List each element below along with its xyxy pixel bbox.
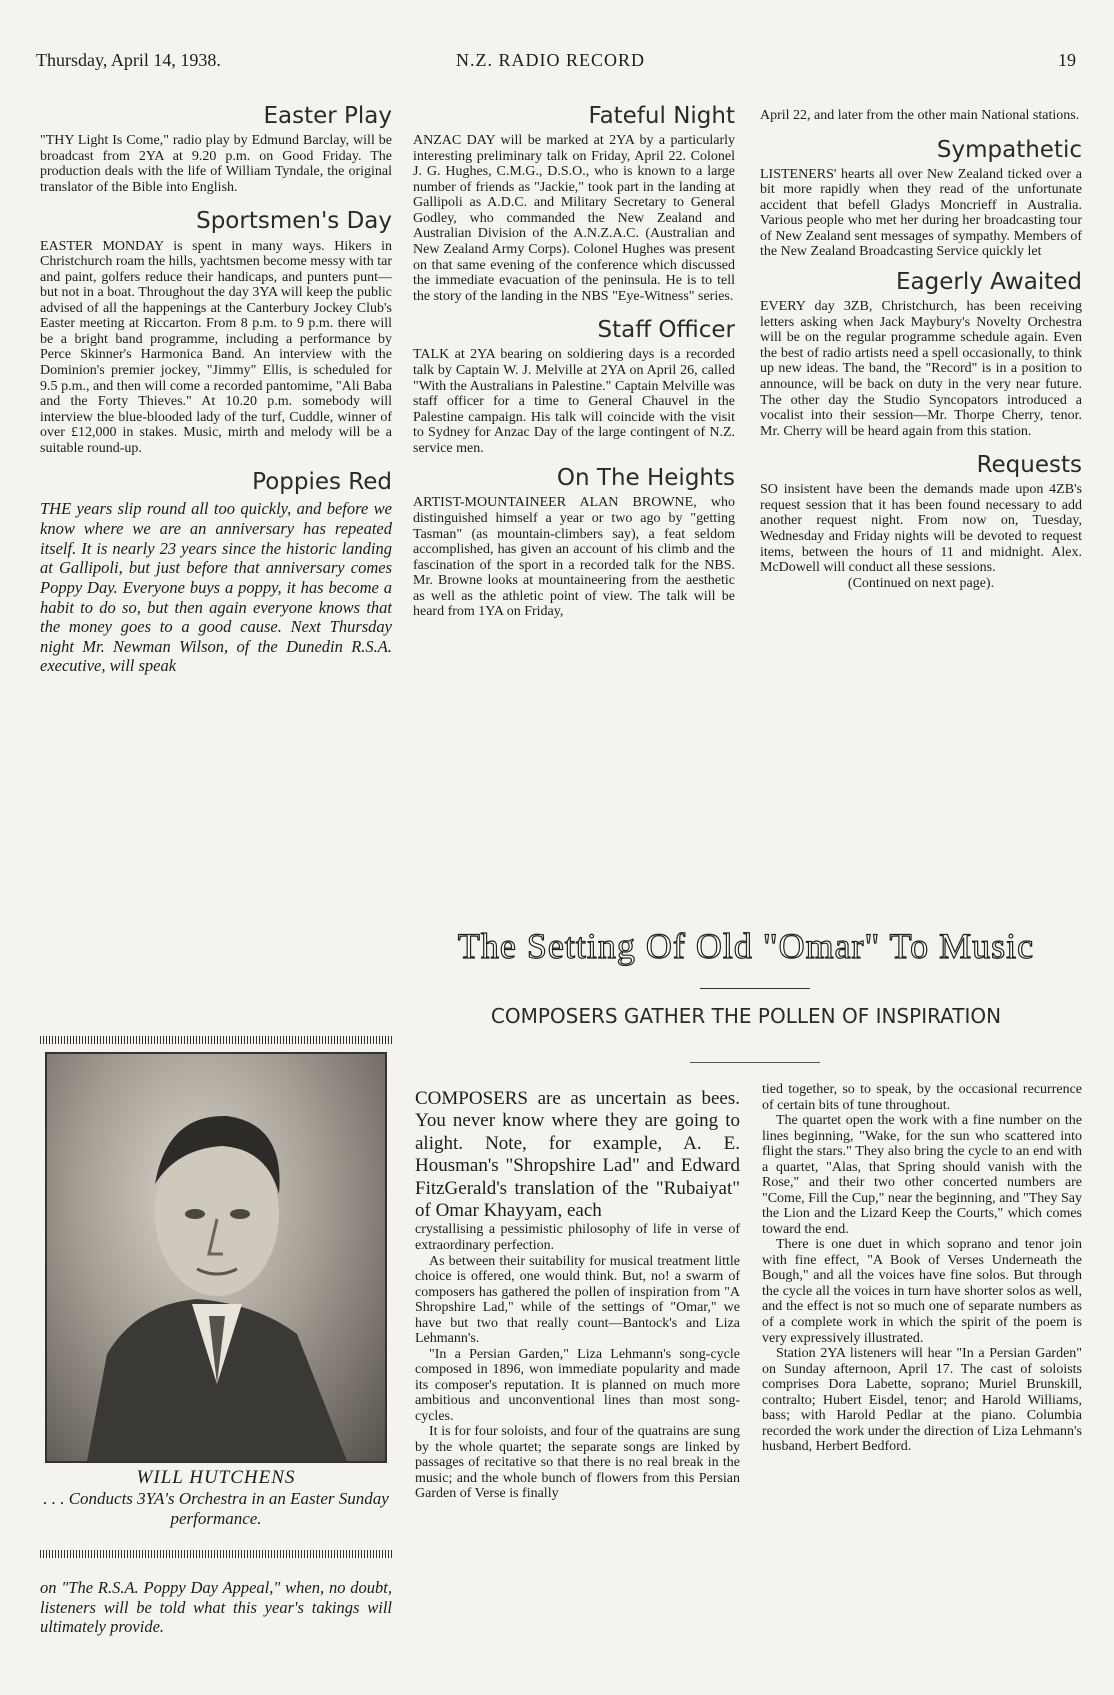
column-1-continued <box>40 1578 392 1637</box>
poppies-red-heading: Poppies Red <box>252 469 392 496</box>
photo-caption-name: WILL HUTCHENS <box>136 1467 296 1488</box>
page-header <box>36 50 1078 80</box>
poppies-red-continued: on "The R.S.A. Poppy Day Appeal," when, no doubt, listeners will be told what this year's takings will ultimately provide. <box>40 1578 392 1637</box>
photo-caption-description: . . . Conducts 3YA's Orchestra in an Easter Sunday performance. <box>43 1489 389 1529</box>
feature-column-right <box>762 1082 1082 1455</box>
feature-lead: COMPOSERS are as uncertain as bees. You never know where they are going to alight. Note, for example, A. E. Housman's "Shropshire Lad" and Edward FitzGerald's translation of the "Rubaiyat" of Omar Khayyam, each <box>415 1088 740 1222</box>
requests-heading: Requests <box>976 452 1082 479</box>
column-1 <box>40 104 392 676</box>
feature-paragraph: Station 2YA listeners will hear "In a Persian Garden" on Sunday afternoon, April 17. The cast of soloists comprises Dora Labette, soprano; Muriel Brunskill, contralto; Hubert Eisdel, tenor; and Harold Williams, bass; with Harold Pedlar at the piano. Columbia recorded the work under the direction of Liza Lehmann's husband, Herbert Bedford. <box>762 1346 1082 1455</box>
staff-officer-text: TALK at 2YA bearing on soldiering days is a recorded talk by Captain W. J. Melville at 2YA on April 26, called "With the Australians in Palestine." Captain Melville was staff officer for a time to General Chauvel in the Palestine campaign. His talk will coincide with the visit to Sydney for Anzac Day of the large contingent of N.Z. service men. <box>413 347 735 456</box>
fateful-night-heading: Fateful Night <box>588 103 735 129</box>
feature-paragraph: As between their suitability for musical treatment little choice is offered, one would think. But, no! a swarm of composers has gathered the pollen of inspiration from "A Shropshire Lad," while of the settings of "Omar," we have but two that really count—Bantock's and Liza Lehmann's. <box>415 1253 740 1347</box>
feature-rule <box>690 1062 820 1063</box>
on-the-heights-heading: On The Heights <box>556 465 735 492</box>
dotted-rule <box>40 1550 392 1558</box>
portrait-photo <box>45 1052 387 1463</box>
sportsmens-day-text: EASTER MONDAY is spent in many ways. Hikers in Christchurch roam the hills, yachtsmen become messy with tar and paint, golfers reduce their handicaps, and punters punt—but not in a boat. Throughout the day 3YA will keep the public advised of all the happenings at the Canterbury Jockey Club's Easter meeting at Riccarton. From 8 p.m. to 9 p.m. there will be a bright band programme, including a performance by Perce Skinner's Harmonica Band. An interview with the Dominion's premier jockey, "Jimmy" Ellis, is scheduled for 9.5 p.m., and then will come a recorded pantomime, "Ali Baba and the Forty Thieves." At 10.20 p.m. somebody will interview the blue-blooded lady of the turf, Cuddle, winner of over £12,000 in stakes. Music, mirth and melody will be a suitable round-up. <box>40 238 392 456</box>
dotted-rule <box>40 1036 392 1044</box>
easter-play-heading: Easter Play <box>263 103 392 129</box>
sympathetic-heading: Sympathetic <box>936 136 1082 163</box>
feature-paragraph: There is one duet in which soprano and tenor join with fine effect, "A Book of Verses Underneath the Bough," and all the voices have fine solos. But through the cycle all the voices in turn have shorter solos as well, and the effect is not so much one of separate numbers as of a complete work in which the spirit of the poem is very expressively illustrated. <box>762 1237 1082 1346</box>
feature-subtitle: COMPOSERS GATHER THE POLLEN OF INSPIRATION <box>490 1004 1002 1028</box>
page-number: 19 <box>1058 50 1076 70</box>
issue-date: Thursday, April 14, 1938. <box>36 50 221 70</box>
feature-paragraph: "In a Persian Garden," Liza Lehmann's song-cycle composed in 1896, won immediate popularity and made its composer's reputation. It is planned on much more ambitious and unconventional lines than most song-cycles. <box>415 1346 740 1424</box>
portrait-block <box>40 1036 392 1558</box>
sympathetic-text: LISTENERS' hearts all over New Zealand ticked over a bit more rapidly when they read of the unfortunate accident that befell Gladys Moncrieff in Australia. Various people who met her during her broadcasting tour of New Zealand sent messages of sympathy. Members of the New Zealand Broadcasting Service quickly let <box>760 166 1082 260</box>
portrait-illustration <box>47 1054 385 1461</box>
publication-name: N.Z. RADIO RECORD <box>456 50 646 70</box>
easter-play-text: "THY Light Is Come," radio play by Edmund Barclay, will be broadcast from 2YA at 9.20 p.m. on Good Friday. The production deals with the life of William Tyndale, the original translator of the Bible into English. <box>40 133 392 195</box>
eagerly-awaited-text: EVERY day 3ZB, Christchurch, has been receiving letters asking when Jack Maybury's Novelty Orchestra will be on the regular programme schedule again. Even the best of radio artists need a spell occasionally, to think up new ideas. The band, the "Record" is in a position to announce, will be back on duty in the very near future. The other day the Studio Syncopators introduced a vocalist into their session—Mr. Thorpe Cherry, tenor. Mr. Cherry will be heard again from this station. <box>760 299 1082 439</box>
continued-note: (Continued on next page). <box>847 575 995 591</box>
poppies-red-text: THE years slip round all too quickly, and before we know where we are an anniversary has repeated itself. It is nearly 23 years since the historic landing at Gallipoli, but just before that anniversary comes Poppy Day. Everyone buys a poppy, it has become a habit to do so, but then again everyone knows that the money goes to a good cause. Next Thursday night Mr. Newman Wilson, of the Dunedin R.S.A. executive, will speak <box>40 499 392 676</box>
feature-paragraph: It is for four soloists, and four of the quatrains are sung by the whole quartet; the separate songs are linked by passages of recitative so that there is no real break in the music; and the whole bunch of flowers from this Persian Garden of Verse is finally <box>415 1424 740 1502</box>
on-the-heights-text: ARTIST-MOUNTAINEER ALAN BROWNE, who distinguished himself a year or two ago by "getting Tasman" (as mountain-climbers say), a feat seldom accomplished, has given an account of his climb and the fascination of the sport in a recorded talk for the NBS. Mr. Browne looks at mountaineering from the aesthetic as well as the athletic point of view. The talk will be heard from 1YA on Friday, <box>413 495 735 620</box>
staff-officer-heading: Staff Officer <box>597 317 735 344</box>
sportsmens-day-heading: Sportsmen's Day <box>196 208 392 235</box>
requests-text: SO insistent have been the demands made upon 4ZB's request session that it has been found necessary to add another request night. From now on, Tuesday, Wednesday and Friday nights will be devoted to request items, between the hours of 11 and midnight. Alex. McDowell will conduct all these sessions. <box>760 482 1082 576</box>
feature-title: The Setting Of Old "Omar" To Music <box>457 926 1035 966</box>
column-2 <box>413 104 735 620</box>
column-3 <box>760 108 1082 591</box>
feature-column-left <box>415 1088 740 1502</box>
heights-continued-text: April 22, and later from the other main National stations. <box>760 108 1080 123</box>
fateful-night-text: ANZAC DAY will be marked at 2YA by a particularly interesting preliminary talk on Friday, April 22. Colonel J. G. Hughes, C.M.G., D.S.O., who is known to a large number of friends as "Jackie," took part in the landing at Gallipoli as A.D.C. and Military Secretary to General Godley, who commanded the New Zealand and Australian Division of the A.N.Z.A.C. (Australian and New Zealand Army Corps). Colonel Hughes was present on that same evening of the conference which discussed the immediate evacuation of the peninsula. He is to tell the story of the landing in the NBS "Eye-Witness" series. <box>413 133 735 304</box>
feature-rule <box>700 988 810 989</box>
feature-paragraph: tied together, so to speak, by the occasional recurrence of certain bits of tune throughout. <box>762 1082 1082 1113</box>
eagerly-awaited-heading: Eagerly Awaited <box>895 269 1082 296</box>
feature-paragraph: crystallising a pessimistic philosophy of life in verse of extraordinary perfection. <box>415 1222 740 1253</box>
feature-paragraph: The quartet open the work with a fine number on the lines beginning, "Wake, for the sun who scattered into flight the stars." They also bring the cycle to an end with a quartet, "Alas, that Spring should vanish with the Rose," and their two other concerted numbers are "Come, Fill the Cup," near the beginning, and "They Say the Lion and the Lizard Keep the Courts," which comes toward the end. <box>762 1113 1082 1237</box>
